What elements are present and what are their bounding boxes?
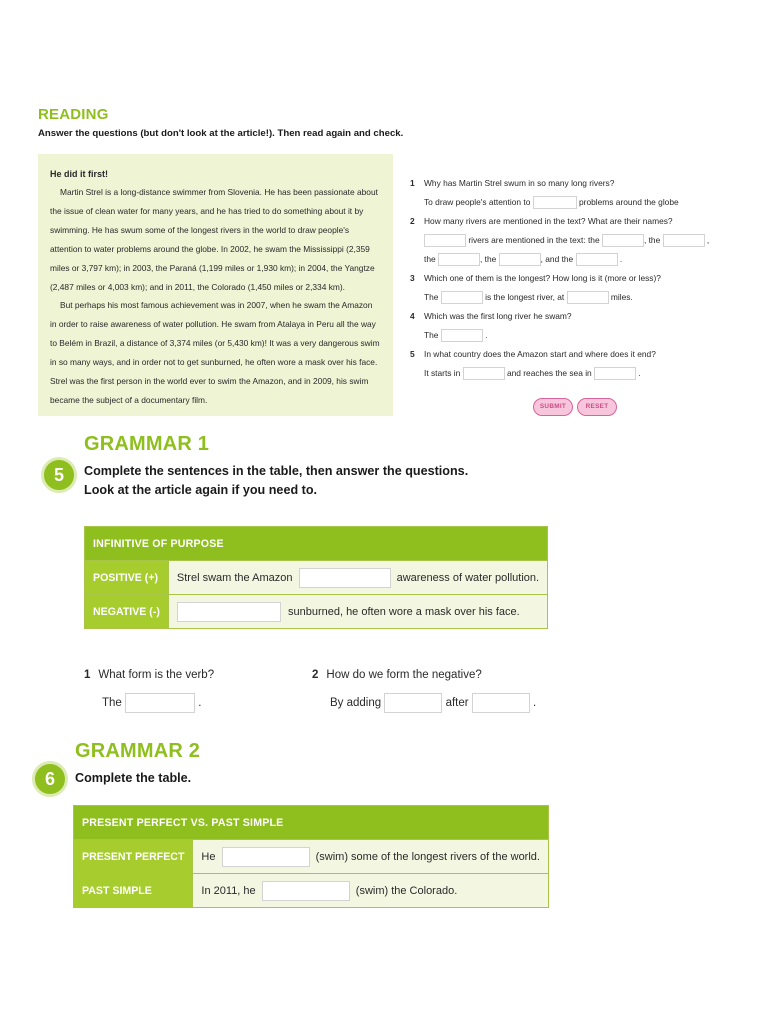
verb-form-input[interactable] xyxy=(125,693,195,713)
past-simple-input[interactable] xyxy=(262,881,350,901)
reading-title: READING xyxy=(38,106,109,123)
question-1-text: Why has Martin Strel swum in so many long rivers? xyxy=(424,178,615,188)
submit-button[interactable]: SUBMIT xyxy=(533,398,573,416)
grammar-1-answer-2 xyxy=(330,693,536,713)
positive-answer-input[interactable] xyxy=(299,568,391,588)
grammar-2-title: GRAMMAR 2 xyxy=(75,740,201,762)
answer-text: It starts in xyxy=(424,368,461,378)
reset-button[interactable]: RESET xyxy=(577,398,617,416)
sentence-text: (swim) the Colorado. xyxy=(355,884,458,897)
answer-text: . xyxy=(638,368,641,378)
grammar-1-instruction-2: Look at the article again if you need to. xyxy=(84,483,318,497)
positive-row xyxy=(168,561,547,595)
answer-text: problems around the globe xyxy=(579,197,679,207)
answer-text: To draw people's attention to xyxy=(424,197,531,207)
answer-text: , the xyxy=(643,235,661,245)
question-5-text: In what country does the Amazon start and where does it end? xyxy=(424,349,656,359)
answer-text: . xyxy=(198,697,202,710)
present-perfect-past-simple-table xyxy=(73,805,549,908)
answer-text: . xyxy=(532,697,537,710)
q2-river-4-input[interactable] xyxy=(499,253,541,266)
answer-text: The xyxy=(102,697,122,710)
answer-text: miles. xyxy=(610,292,633,302)
q2-river-5-input[interactable] xyxy=(576,253,618,266)
grammar-1-answer-1 xyxy=(102,693,201,713)
question-number: 4 xyxy=(410,311,415,321)
question-number: 3 xyxy=(410,273,415,283)
article-paragraph-2: But perhaps his most famous achievement was in 2007, when he swam the Amazon in order to raise awareness of water pollution. He swam from Atalaya in Peru all the way to Belém in Brazil, a distance of 3,374 miles (or 5,430 km)! It was a very dangerous swim in so many ways, and in order not to get sunburned, he often wore a mask over his face. Strel was the first person in the world ever to swim the Amazon, and in 2009, his swim became the subject of a documentary film. xyxy=(50,300,380,405)
answer-text: By adding xyxy=(330,697,382,710)
answer-text: , xyxy=(706,235,710,245)
answer-text: and reaches the sea in xyxy=(506,368,592,378)
sentence-text: He xyxy=(201,850,216,863)
grammar-1-question-1 xyxy=(84,669,214,681)
question-4-text: Which was the first long river he swam? xyxy=(424,311,572,321)
reading-instruction: Answer the questions (but don't look at the article!). Then read again and check. xyxy=(38,128,404,139)
answer-text: the xyxy=(424,254,436,264)
q3-miles-input[interactable] xyxy=(567,291,609,304)
negative-position-input[interactable] xyxy=(472,693,530,713)
negative-answer-input[interactable] xyxy=(177,602,281,622)
sentence-text: sunburned, he often wore a mask over his face. xyxy=(287,605,520,618)
table-header: PRESENT PERFECT VS. PAST SIMPLE xyxy=(74,806,549,840)
article-paragraph-1: Martin Strel is a long-distance swimmer from Slovenia. He has been passionate about the issue of clean water for many years, and he has tried to do something about it by swimming. He has swum some of the longest rivers in the world to draw people's attention to water problems around the globe. In 2002, he swam the Mississippi (2,359 miles or 3,797 km); in 2003, the Paraná (1,199 miles or 1,930 km); in 2004, the Yangtze (2,487 miles or 4,003 km); and in 2011, the Colorado (1,450 miles or 2,334 km). xyxy=(50,187,378,292)
q2-count-input[interactable] xyxy=(424,234,466,247)
grammar-1-question-2 xyxy=(312,669,482,681)
grammar-2-instruction: Complete the table. xyxy=(75,771,192,785)
past-simple-label: PAST SIMPLE xyxy=(74,874,193,908)
q2-river-2-input[interactable] xyxy=(663,234,705,247)
step-6-badge: 6 xyxy=(32,761,68,797)
question-text: What form is the verb? xyxy=(98,669,215,681)
negative-word-input[interactable] xyxy=(384,693,442,713)
q3-river-input[interactable] xyxy=(441,291,483,304)
q5-start-input[interactable] xyxy=(463,367,505,380)
present-perfect-input[interactable] xyxy=(222,847,310,867)
past-simple-row xyxy=(193,874,549,908)
q2-river-3-input[interactable] xyxy=(438,253,480,266)
answer-text: rivers are mentioned in the text: the xyxy=(468,235,600,245)
question-text: How do we form the negative? xyxy=(326,669,482,681)
negative-label: NEGATIVE (-) xyxy=(85,595,169,629)
question-number: 1 xyxy=(84,669,91,681)
q5-end-input[interactable] xyxy=(594,367,636,380)
q1-answer-input[interactable] xyxy=(533,196,577,209)
sentence-text: awareness of water pollution. xyxy=(396,571,540,584)
question-3-text: Which one of them is the longest? How long is it (more or less)? xyxy=(424,273,661,283)
answer-text: The xyxy=(424,330,439,340)
answer-text: . xyxy=(619,254,623,264)
answer-text: The xyxy=(424,292,439,302)
answer-text: , the xyxy=(479,254,497,264)
sentence-text: (swim) some of the longest rivers of the world. xyxy=(315,850,540,863)
answer-text: . xyxy=(485,330,488,340)
question-number: 5 xyxy=(410,349,415,359)
answer-text: , and the xyxy=(540,254,574,264)
question-2-text: How many rivers are mentioned in the text? What are their names? xyxy=(424,216,673,226)
grammar-1-title: GRAMMAR 1 xyxy=(84,433,210,455)
step-5-badge: 5 xyxy=(41,457,77,493)
q2-river-1-input[interactable] xyxy=(602,234,644,247)
table-header: INFINITIVE OF PURPOSE xyxy=(85,527,548,561)
article-title: He did it first! xyxy=(50,169,108,179)
question-number: 2 xyxy=(312,669,319,681)
infinitive-of-purpose-table xyxy=(84,526,548,629)
negative-row xyxy=(168,595,547,629)
question-number: 1 xyxy=(410,178,415,188)
positive-label: POSITIVE (+) xyxy=(85,561,169,595)
article-panel xyxy=(38,154,393,416)
question-number: 2 xyxy=(410,216,415,226)
q4-river-input[interactable] xyxy=(441,329,483,342)
sentence-text: In 2011, he xyxy=(201,884,256,897)
grammar-1-instruction-1: Complete the sentences in the table, then answer the questions. xyxy=(84,464,469,478)
sentence-text: Strel swam the Amazon xyxy=(176,571,293,584)
present-perfect-row xyxy=(193,840,549,874)
answer-text: is the longest river, at xyxy=(485,292,565,302)
answer-text: after xyxy=(445,697,469,710)
present-perfect-label: PRESENT PERFECT xyxy=(74,840,193,874)
